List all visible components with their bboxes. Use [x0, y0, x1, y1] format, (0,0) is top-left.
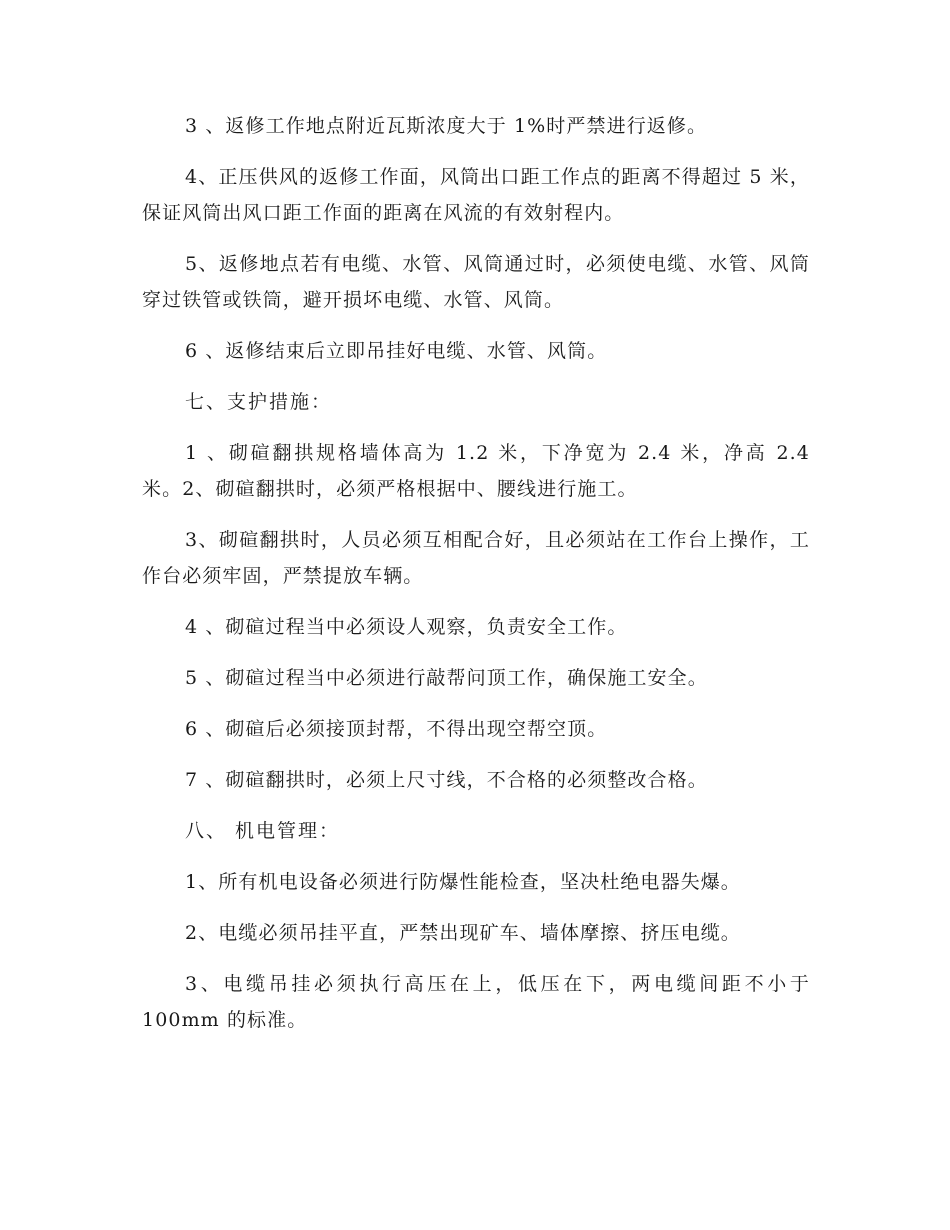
paragraph-cable-pipe-protection: 5、返修地点若有电缆、水管、风筒通过时，必须使电缆、水管、风筒穿过铁管或铁筒，避开损坏电缆、水管、风筒。 [142, 253, 810, 311]
paragraph-explosion-proof: 1、所有机电设备必须进行防爆性能检查，坚决杜绝电器失爆。 [185, 871, 741, 893]
paragraph-rehang-after-rework: 6 、返修结束后立即吊挂好电缆、水管、风筒。 [185, 340, 608, 362]
paragraph-cable-hanging: 2、电缆必须吊挂平直，严禁出现矿车、墙体摩擦、挤压电缆。 [185, 922, 741, 944]
paragraph-dimension-lines: 7 、砌碹翻拱时，必须上尺寸线，不合格的必须整改合格。 [185, 769, 708, 791]
section-heading-support-measures: 七、支护措施： [185, 391, 333, 413]
paragraph-work-platform: 3、砌碹翻拱时，人员必须互相配合好，且必须站在工作台上操作，工作台必须牢固，严禁提放车辆。 [142, 529, 810, 587]
document-body [142, 108, 810, 1053]
paragraph-positive-pressure-ventilation: 4、正压供风的返修工作面，风筒出口距工作点的距离不得超过 5 米，保证风筒出风口距工作面的距离在风流的有效射程内。 [142, 166, 810, 224]
paragraph-roof-contact: 6 、砌碹后必须接顶封帮，不得出现空帮空顶。 [185, 718, 608, 740]
paragraph-arch-dimensions: 1 、砌碹翻拱规格墙体高为 1.2 米，下净宽为 2.4 米，净高 2.4 米。2、砌碹翻拱时，必须严格根据中、腰线进行施工。 [142, 442, 810, 500]
section-heading-electromechanical: 八、 机电管理： [185, 820, 341, 842]
paragraph-rework-gas-limit: 3 、返修工作地点附近瓦斯浓度大于 1%时严禁进行返修。 [185, 115, 708, 137]
paragraph-observer: 4 、砌碹过程当中必须设人观察，负责安全工作。 [185, 616, 628, 638]
paragraph-roof-check: 5 、砌碹过程当中必须进行敲帮问顶工作，确保施工安全。 [185, 667, 708, 689]
paragraph-cable-spacing: 3、电缆吊挂必须执行高压在上，低压在下，两电缆间距不小于 100mm 的标准。 [142, 973, 810, 1031]
